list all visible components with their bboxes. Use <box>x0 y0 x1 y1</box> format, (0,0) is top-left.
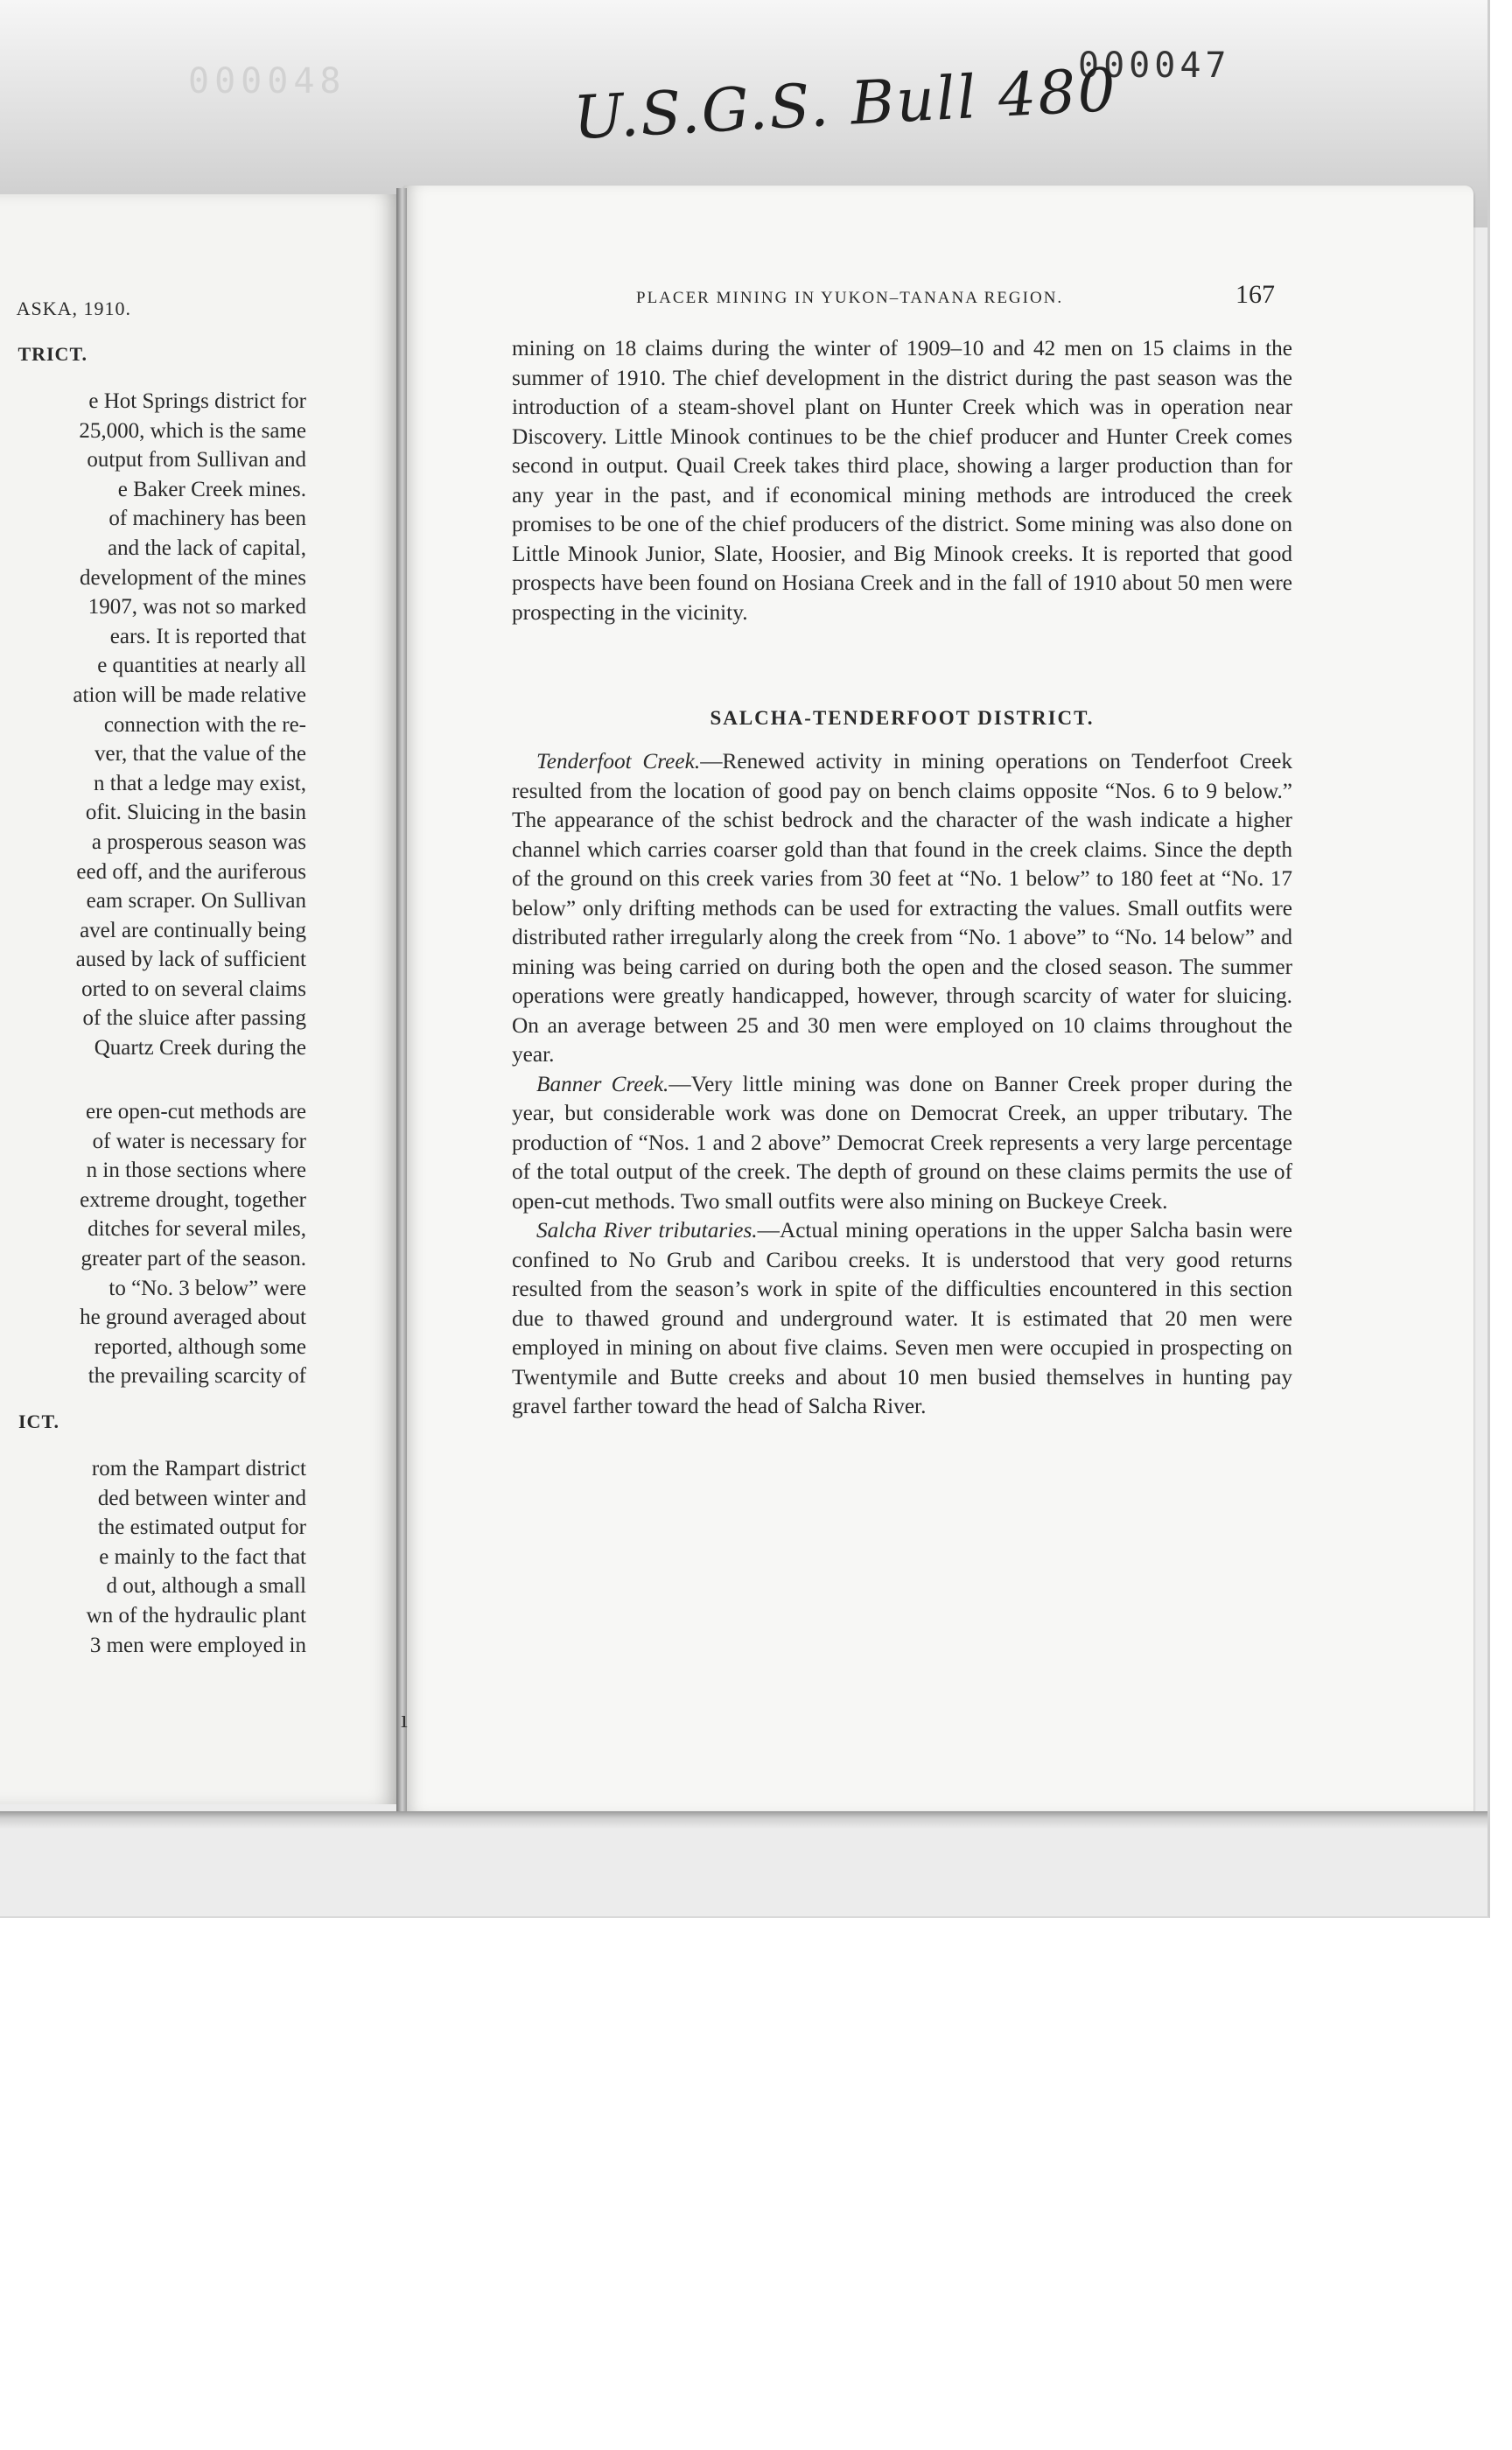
left-text-block-1 <box>0 387 306 1063</box>
left-text-line: of the sluice after passing <box>82 1006 306 1031</box>
left-text-line: ofit. Sluicing in the basin <box>85 801 306 825</box>
tenderfoot-title: Tenderfoot Creek. <box>536 749 701 774</box>
left-text-line: output from Sullivan and <box>87 448 306 472</box>
left-text-line: eed off, and the auriferous <box>76 859 306 884</box>
left-text-line: reported, although some <box>94 1334 306 1359</box>
paragraph-continued <box>512 334 1292 627</box>
salcha-paragraph <box>512 1216 1292 1422</box>
left-text-line: e mainly to the fact that <box>99 1544 306 1569</box>
left-text-line: extreme drought, together <box>80 1187 306 1212</box>
bottom-page-edge <box>0 1811 1488 1829</box>
left-text-line: of water is necessary for <box>92 1129 306 1153</box>
left-text-line: Quartz Creek during the <box>94 1036 306 1060</box>
salcha-title: Salcha River tributaries. <box>536 1218 758 1242</box>
left-text-line: orted to on several claims <box>81 976 306 1001</box>
left-text-line: development of the mines <box>80 565 306 590</box>
left-text-line: of machinery has been <box>108 507 306 531</box>
salcha-text: —Actual mining operations in the upper Salcha basin were confined to No Grub and Caribou creeks. It is understood that very good returns resulted from the season’s work in spite of the difficulties encountered in this section due to thawed ground and underground water. It is estimated that 20 men were employed in mining on about five claims. Seven men were occupied in prospecting on Twentymile and Butte creeks and about 10 men busied themselves in hunting pay gravel farther toward the head of Salcha River. <box>512 1218 1292 1418</box>
left-section-heading-1: TRICT. <box>18 343 88 365</box>
creek-paragraphs <box>512 747 1292 1422</box>
paragraph-text: mining on 18 claims during the winter of 1909–10 and 42 men on 15 claims in the summer of 1910. The chief development in the district during the past season was the introduction of a steam-shovel plant on Hunter Creek which was in operation near Discovery. Little Minook continues to be the chief producer and Hunter Creek comes second in output. Quail Creek takes third place, showing a larger production than for any year in the past, and if economical mining methods are introduced the creek promises to be one of the chief producers of the district. Some mining was also done on Little Minook Junior, Slate, Hoosier, and Big Minook creeks. It is reported that good prospects have been found on Hosiana Creek and in the fall of 1910 about 50 men were prospecting in the vicinity. <box>512 336 1292 625</box>
left-text-line: 3 men were employed in <box>89 1633 306 1657</box>
section-heading: SALCHA-TENDERFOOT DISTRICT. <box>710 707 1095 729</box>
left-text-line: 1907, was not so marked <box>88 595 306 620</box>
left-running-head: ASKA, 1910. <box>16 298 131 319</box>
left-text-line: ation will be made relative <box>73 682 306 707</box>
banner-paragraph <box>512 1070 1292 1217</box>
book-gutter <box>396 188 407 1816</box>
left-section-heading-2: ICT. <box>18 1410 60 1432</box>
handwritten-note: U.S.G.S. Bull 480 <box>571 55 1119 154</box>
faint-stamp-number: 000048 <box>188 61 346 102</box>
page-number: 167 <box>1236 280 1275 309</box>
left-text-line: 25,000, which is the same <box>79 418 306 443</box>
banner-text: —Very little mining was done on Banner Creek proper during the year, but considerable work was done on Democrat Creek, an upper tributary. The production of “Nos. 1 and 2 above” Democrat Creek represents a very large percentage of the total output of the creek. The depth of ground on these claims permits the use of open-cut methods. Two small outfits were also mining on Buckeye Creek. <box>512 1071 1292 1214</box>
left-text-line: d out, although a small <box>106 1574 306 1599</box>
banner-title: Banner Creek. <box>536 1071 669 1096</box>
left-text-line: e Hot Springs district for <box>88 389 306 413</box>
left-text-line: greater part of the season. <box>80 1246 306 1270</box>
left-text-line: connection with the re- <box>103 712 306 737</box>
tenderfoot-paragraph <box>512 747 1292 1070</box>
left-text-line: ears. It is reported that <box>109 624 306 648</box>
left-text-line: n in those sections where <box>86 1158 306 1183</box>
left-text-line: ded between winter and <box>97 1486 306 1510</box>
left-text-line: ditches for several miles, <box>88 1217 306 1242</box>
margin-mark: ı <box>401 1706 408 1733</box>
left-text-line: e quantities at nearly all <box>97 654 306 678</box>
stamp-number: 000047 <box>1078 46 1231 86</box>
left-text-line: the estimated output for <box>97 1516 306 1540</box>
left-text-line: and the lack of capital, <box>108 536 306 560</box>
left-text-line: wn of the hydraulic plant <box>86 1603 306 1628</box>
left-text-line: ver, that the value of the <box>94 742 306 766</box>
left-text-line: a prosperous season was <box>91 830 306 854</box>
left-text-line: he ground averaged about <box>80 1306 306 1330</box>
left-text-line: ere open-cut methods are <box>86 1100 306 1124</box>
left-text-line: to “No. 3 below” were <box>108 1276 306 1300</box>
left-text-block-2 <box>0 1097 306 1391</box>
left-text-line: rom the Rampart district <box>91 1457 306 1480</box>
left-text-line: eam scraper. On Sullivan <box>86 889 306 914</box>
left-text-line: n that a ledge may exist, <box>94 771 306 795</box>
tenderfoot-text: —Renewed activity in mining operations on Tenderfoot Creek resulted from the location of good pay on bench claims opposite “Nos. 6 to 9 below.” The appearance of the schist bedrock and the character of the wash indicate a higher channel which carries coarser gold than that found in the creek claims. Since the depth of the ground on this creek varies from 30 feet at “No. 1 below” to 180 feet at “No. 17 below” only drifting methods can be used for extracting the values. Small outfits were distributed rather irregularly along the creek from “No. 1 above” to “No. 14 below” and mining was being carried on during both the open and the closed season. The summer operations were greatly handicapped, however, through scarcity of water for sluicing. On an average between 25 and 30 men were employed on 10 claims throughout the year. <box>512 749 1293 1067</box>
left-text-line: avel are continually being <box>80 918 306 942</box>
left-text-line: e Baker Creek mines. <box>117 477 306 501</box>
left-text-line: the prevailing scarcity of <box>88 1364 306 1389</box>
running-head: PLACER MINING IN YUKON–TANANA REGION. <box>636 289 1064 307</box>
left-text-block-3 <box>0 1454 306 1660</box>
left-text-line: aused by lack of sufficient <box>75 948 306 972</box>
